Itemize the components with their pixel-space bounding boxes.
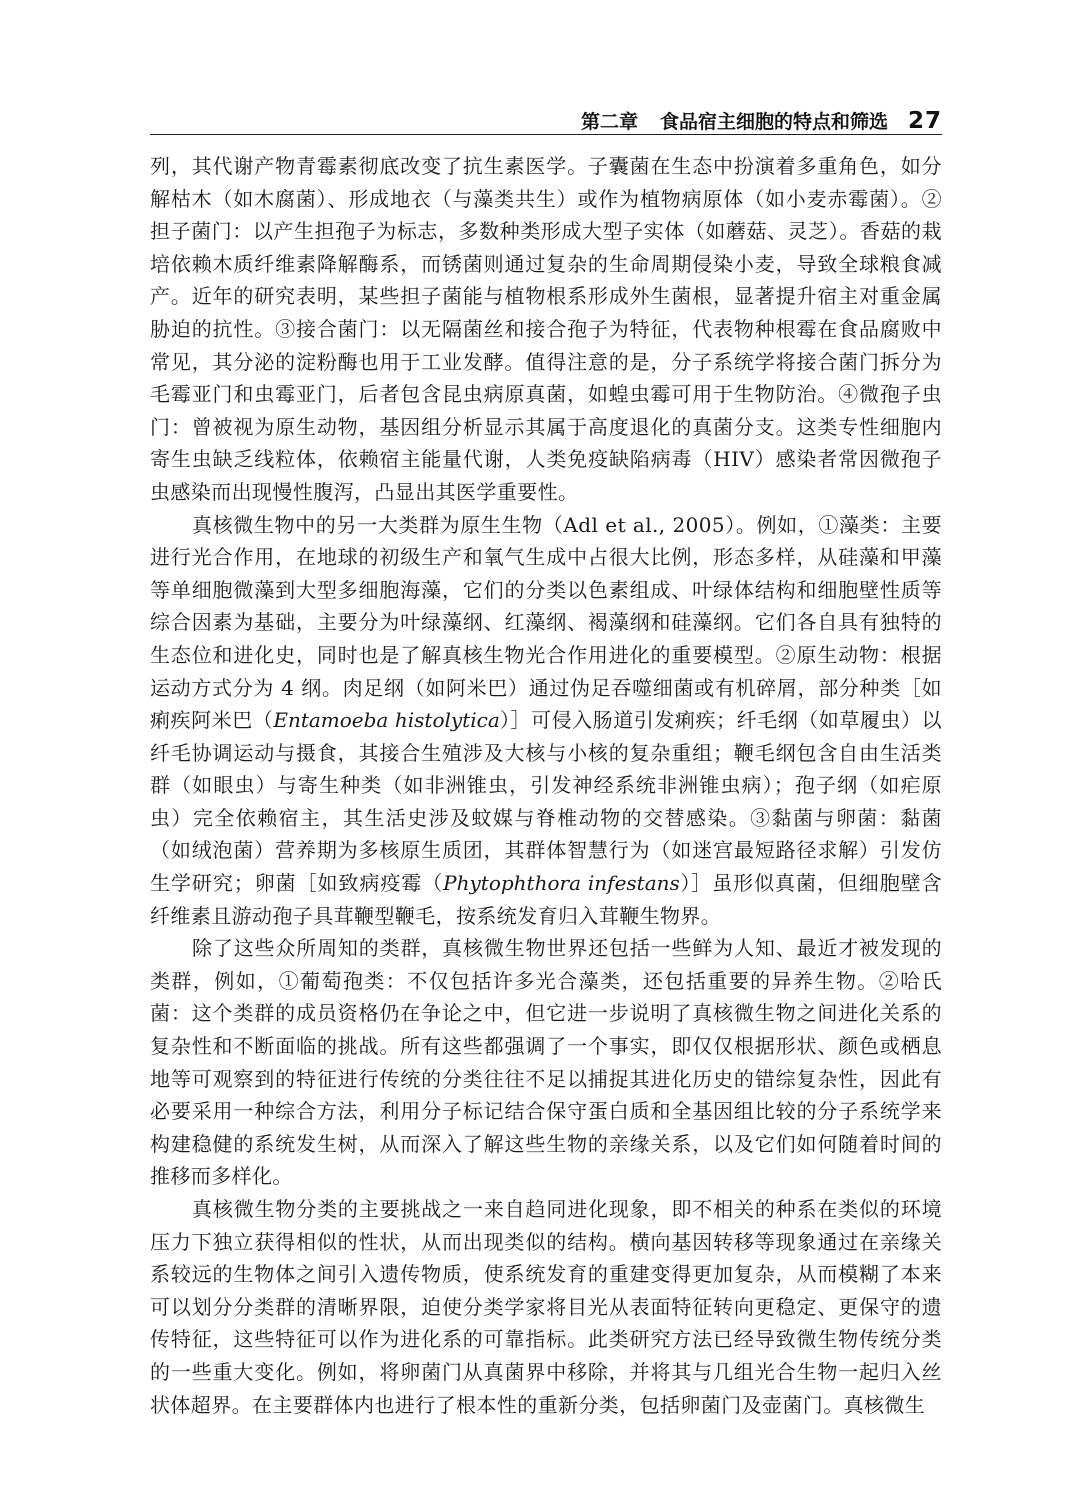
paragraph-protists: [150, 509, 942, 933]
header-rule: [150, 134, 942, 135]
paragraph-text-segment: ）］可侵入肠道引发痢疾；纤毛纲（如草履虫）以纤毛协调运动与摄食，其接合生殖涉及大核与小核的复杂重组；鞭毛纲包含自由生活类群（如眼虫）与寄生种类（如非洲锥虫，引发神经系统非洲锥虫病）；孢子纲（如疟原虫）完全依赖宿主，其生活史涉及蚊媒与脊椎动物的交替感染。③黏菌与卵菌：黏菌（如绒泡菌）营养期为多核原生质团，其群体智慧行为（如迷宫最短路径求解）引发仿生学研究；卵菌［如致病疫霉（: [150, 708, 942, 896]
paragraph-convergent-evolution: 真核微生物分类的主要挑战之一来自趋同进化现象，即不相关的种系在类似的环境压力下独立获得相似的性状，从而出现类似的结构。横向基因转移等现象通过在亲缘关系较远的生物体之间引入遗传物质，使系统发育的重建变得更加复杂，从而模糊了本来可以划分分类群的清晰界限，迫使分类学家将目光从表面特征转向更稳定、更保守的遗传特征，这些特征可以作为进化系的可靠指标。此类研究方法已经导致微生物传统分类的一些重大变化。例如，将卵菌门从真菌界中移除，并将其与几组光合生物一起归入丝状体超界。在主要群体内也进行了根本性的重新分类，包括卵菌门及壶菌门。真核微生: [150, 1197, 942, 1417]
body-text: [150, 150, 942, 1421]
species-name-phytophthora: Phytophthora infestans: [443, 871, 680, 896]
paragraph-text-segment: 真核微生物中的另一大类群为原生生物（Adl et al., 2005）。例如，①藻类：主要进行光合作用，在地球的初级生产和氧气生成中占很大比例，形态多样，从硅藻和甲藻等单细胞微藻到大型多细胞海藻，它们的分类以色素组成、叶绿体结构和细胞壁性质等综合因素为基础，主要分为叶绿藻纲、红藻纲、褐藻纲和硅藻纲。它们各自具有独特的生态位和进化史，同时也是了解真核生物光合作用进化的重要模型。②原生动物：根据运动方式分为 4 纲。肉足纲（如阿米巴）通过伪足吞噬细菌或有机碎屑，部分种类［如痢疾阿米巴（: [150, 512, 942, 733]
paragraph-text-segment: ）］虽形似真菌，但细胞壁含纤维素且游动孢子具茸鞭型鞭毛，按系统发育归入茸鞭生物界。: [150, 871, 942, 928]
page-number: 27: [907, 108, 942, 134]
chapter-label: 第二章: [580, 111, 638, 133]
running-header: [150, 98, 942, 134]
paragraph-continued: 列，其代谢产物青霉素彻底改变了抗生素医学。子囊菌在生态中扮演着多重角色，如分解枯木（如木腐菌）、形成地衣（与藻类共生）或作为植物病原体（如小麦赤霉菌）。②担子菌门：以产生担孢子为标志，多数种类形成大型子实体（如蘑菇、灵芝）。香菇的栽培依赖木质纤维素降解酶系，而锈菌则通过复杂的生命周期侵染小麦，导致全球粮食减产。近年的研究表明，某些担子菌能与植物根系形成外生菌根，显著提升宿主对重金属胁迫的抗性。③接合菌门：以无隔菌丝和接合孢子为特征，代表物种根霉在食品腐败中常见，其分泌的淀粉酶也用于工业发酵。值得注意的是，分子系统学将接合菌门拆分为毛霉亚门和虫霉亚门，后者包含昆虫病原真菌，如蝗虫霉可用于生物防治。④微孢子虫门：曾被视为原生动物，基因组分析显示其属于高度退化的真菌分支。这类专性细胞内寄生虫缺乏线粒体，依赖宿主能量代谢，人类免疫缺陷病毒（HIV）感染者常因微孢子虫感染而出现慢性腹泻，凸显出其医学重要性。: [150, 154, 942, 504]
species-name-entamoeba: Entamoeba histolytica: [273, 708, 500, 733]
paragraph-lesser-known-groups: 除了这些众所周知的类群，真核微生物世界还包括一些鲜为人知、最近才被发现的类群，例如，①葡萄孢类：不仅包括许多光合藻类，还包括重要的异养生物。②哈氏菌：这个类群的成员资格仍在争论之中，但它进一步说明了真核微生物之间进化关系的复杂性和不断面临的挑战。所有这些都强调了一个事实，即仅仅根据形状、颜色或栖息地等可观察到的特征进行传统的分类往往不足以捕捉其进化历史的错综复杂性，因此有必要采用一种综合方法，利用分子标记结合保守蛋白质和全基因组比较的分子系统学来构建稳健的系统发生树，从而深入了解这些生物的亲缘关系，以及它们如何随着时间的推移而多样化。: [150, 936, 942, 1189]
chapter-title: 食品宿主细胞的特点和筛选: [659, 111, 888, 133]
